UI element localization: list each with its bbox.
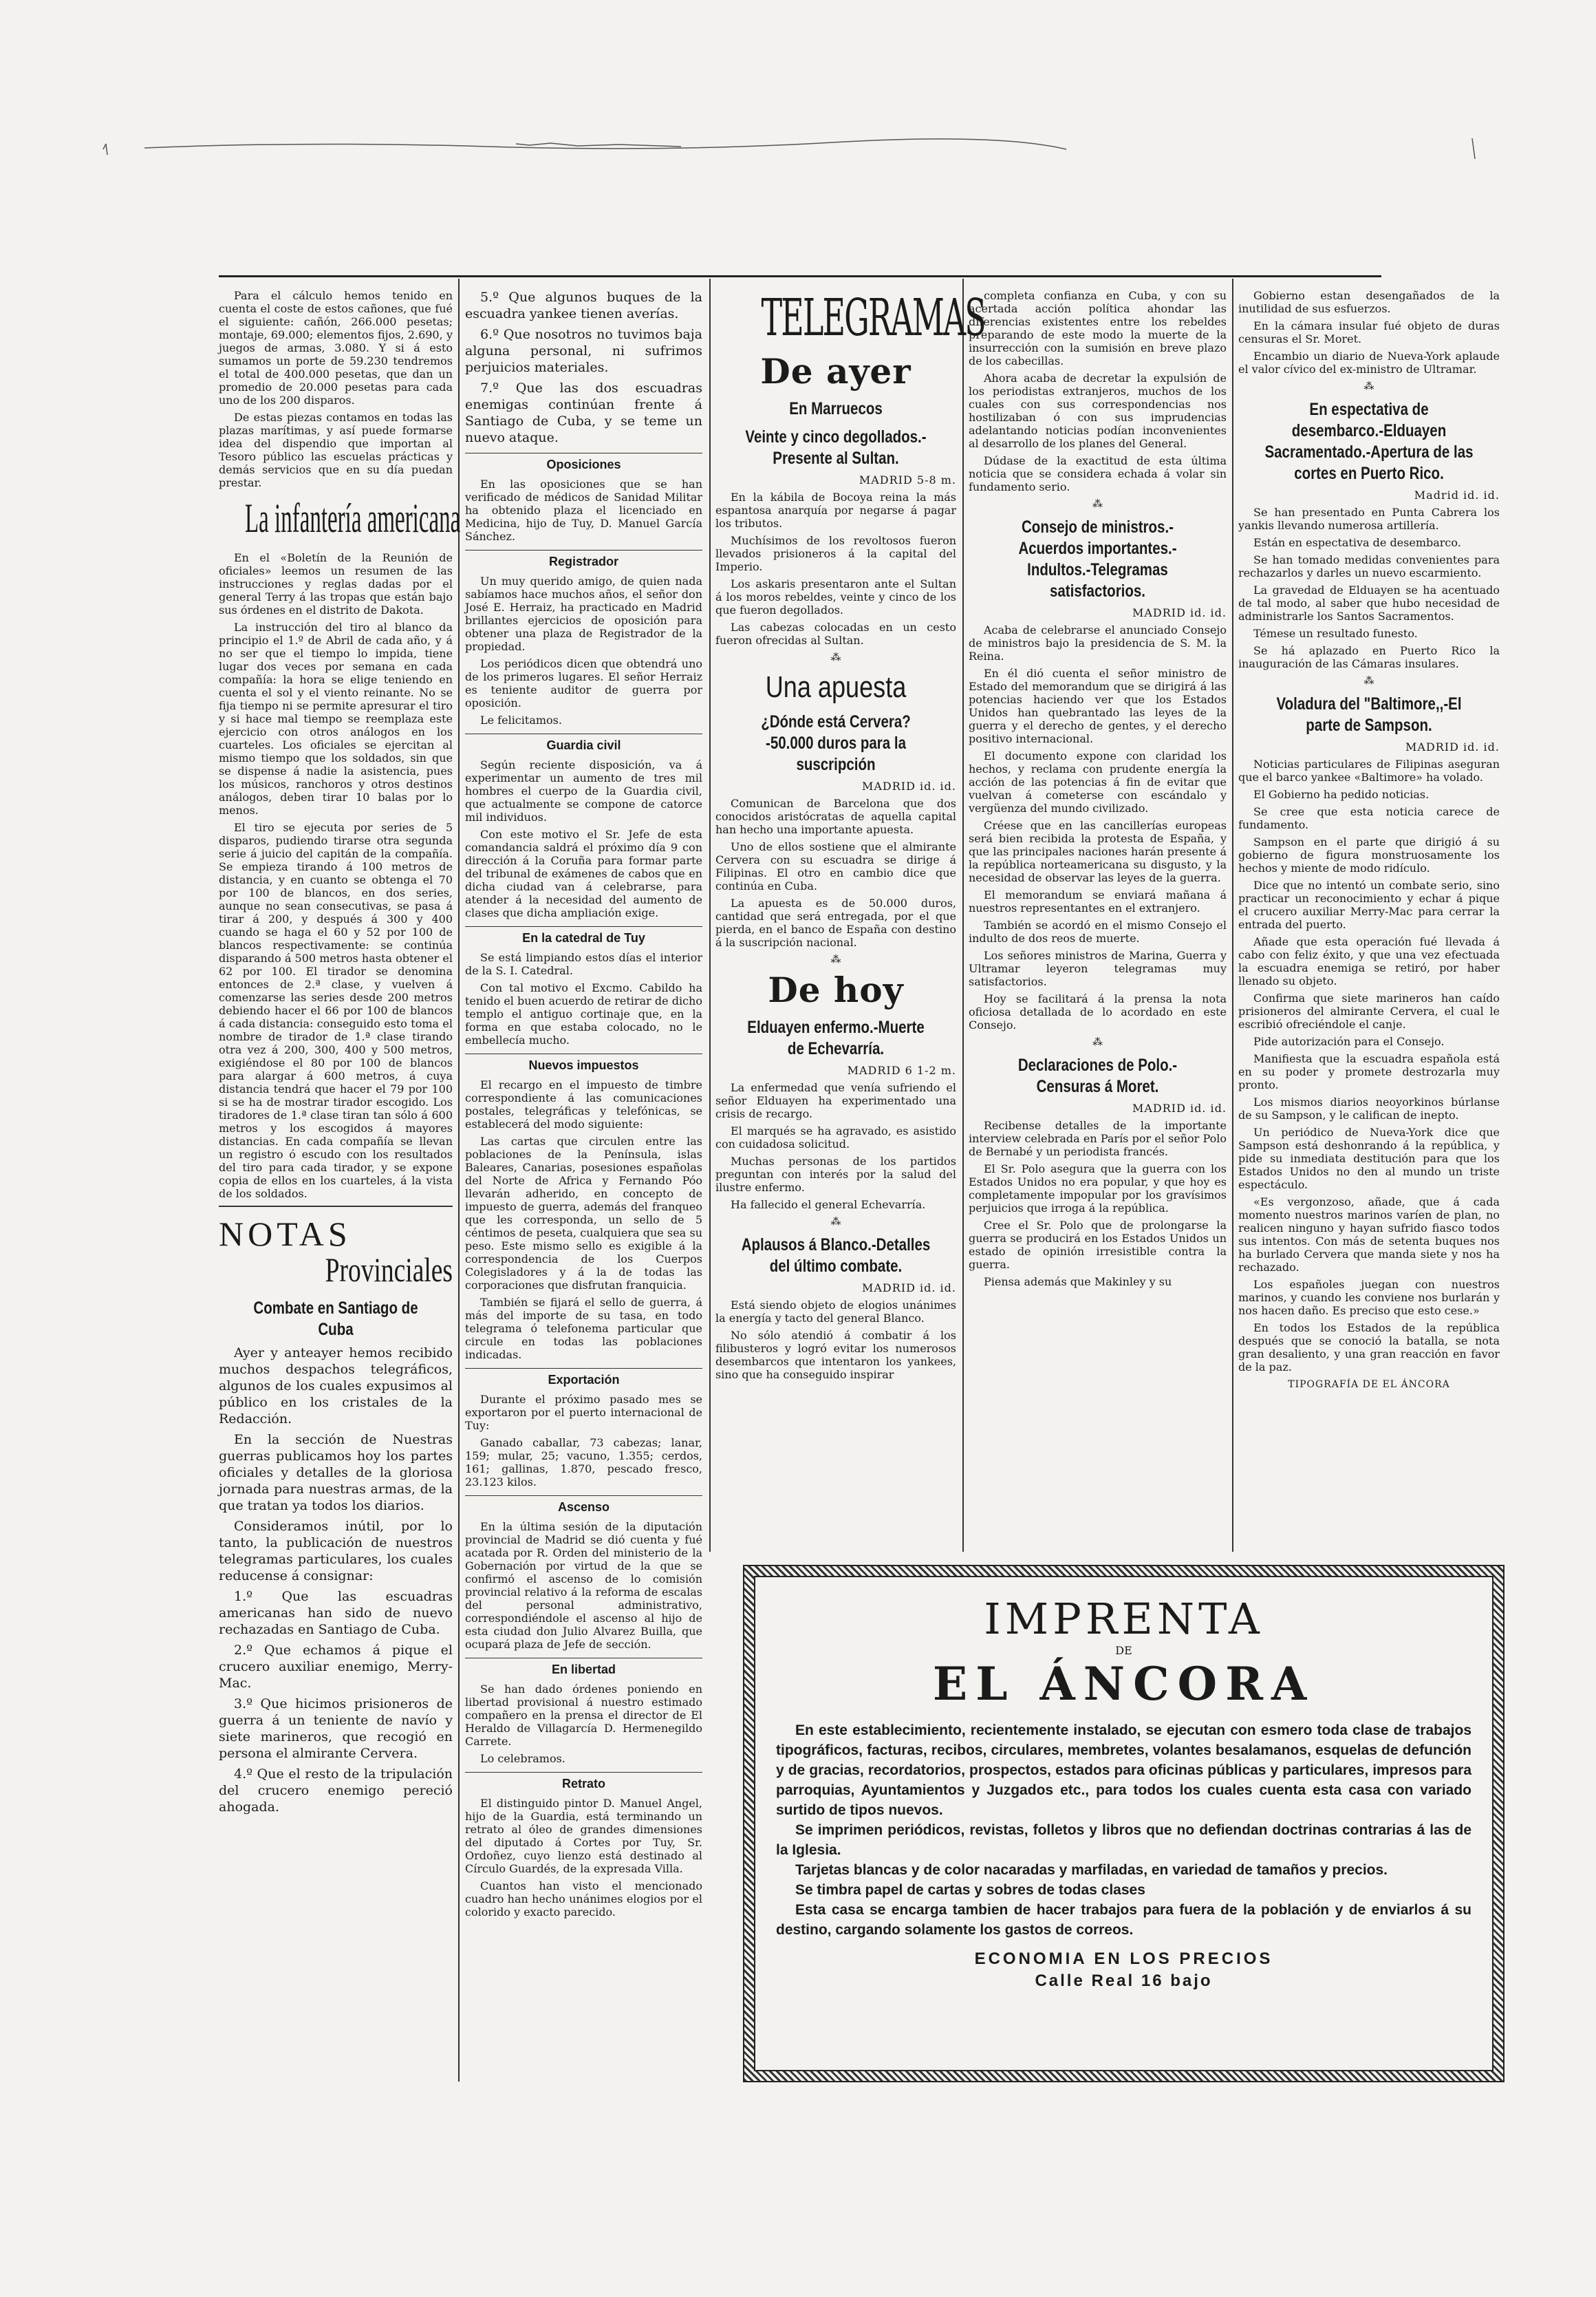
aplausos-heading: Aplausos á Blanco.-Detalles del último combate.: [741, 1235, 931, 1276]
paragraph: Se há aplazado en Puerto Rico la inauguración de las Cámaras insulares.: [1238, 644, 1500, 670]
paragraph: Dúdase de la exactitud de esta última noticia que se considera echada á volar sin fundamento serio.: [969, 454, 1227, 493]
column-separator: [709, 279, 711, 1552]
paragraph: El Sr. Polo asegura que la guerra con los Estados Unidos no era popular, y que hoy es completamente impopular por los gravísimos perjuicios que irroga á la república.: [969, 1162, 1227, 1215]
column-2: [465, 289, 702, 2140]
paragraph: También se acordó en el mismo Consejo el indulto de dos reos de muerte.: [969, 919, 1227, 945]
paragraph: Un muy querido amigo, de quien nada sabíamos hace muchos años, el señor don José E. Herraiz, ha practicado en Madrid brillantes ejercicios de oposición para obtener una plaza de Registrador de la propiedad.: [465, 575, 702, 653]
dateline: MADRID id. id.: [1132, 1102, 1227, 1115]
paragraph: El memorandum se enviará mañana á nuestros representantes en el extranjero.: [969, 888, 1227, 915]
column-5: [1238, 289, 1500, 1548]
column-separator: [1232, 279, 1233, 1552]
paragraph: Dice que no intentó un combate serio, sino practicar un reconocimiento y echar á pique el crucero auxiliar Merry-Mac para cerrar la entrada del puerto.: [1238, 879, 1500, 931]
star-separator: ⁂: [1363, 674, 1374, 687]
paragraph: 5.º Que algunos buques de la escuadra yankee tienen averías.: [465, 290, 702, 321]
paragraph: Lo celebramos.: [480, 1752, 565, 1765]
paragraph: Se han presentado en Punta Cabrera los yankis llevando numerosa artillería.: [1238, 506, 1500, 532]
polo-heading: Declaraciones de Polo.-Censuras á Moret.: [1017, 1056, 1178, 1096]
paragraph: Comunican de Barcelona que dos conocidos aristócratas de aquella capital han hecho una importante apuesta.: [715, 797, 956, 836]
paragraph: 6.º Que nosotros no tuvimos baja alguna personal, ni sufrimos perjuicios materiales.: [465, 327, 702, 375]
ad-paragraph: Se imprimen periódicos, revistas, folletos y libros que no defiendan doctrinas contrarias á las de la Iglesia.: [776, 1822, 1471, 1858]
column-separator: [458, 279, 460, 2082]
ad-de: DE: [1115, 1644, 1132, 1657]
paragraph: Confirma que siete marineros han caído prisioneros del almirante Cervera, el cual le escribió ofreciéndole el canje.: [1238, 992, 1500, 1031]
star-separator: ⁂: [1363, 380, 1374, 392]
paragraph: Recibense detalles de la importante interview celebrada en París por el señor Polo de Bernabé y un periodista francés.: [969, 1119, 1227, 1158]
ad-paragraph: Se timbra papel de cartas y sobres de todas clases: [795, 1882, 1145, 1898]
paragraph: 4.º Que el resto de la tripulación del crucero enemigo pereció ahogada.: [219, 1766, 453, 1815]
star-separator: ⁂: [830, 953, 841, 965]
paragraph: La apuesta es de 50.000 duros, cantidad que será entregada, por el que pierda, en el banco de España con destino á la suscripción nacional.: [715, 897, 956, 949]
section-title: Retrato: [465, 1772, 702, 1791]
paragraph: Encambio un diario de Nueva-York aplaude el valor cívico del ex-ministro de Ultramar.: [1238, 350, 1500, 376]
dateline: MADRID id. id.: [861, 1281, 956, 1294]
advertisement-body: [754, 1576, 1493, 2071]
dateline: MADRID 6 1-2 m.: [847, 1064, 956, 1077]
paragraph: Cree el Sr. Polo que de prolongarse la guerra se producirá en los Estados Unidos un estado de opinión irresistible contra la guerra.: [969, 1219, 1227, 1271]
de-ayer-heading: De ayer: [760, 351, 912, 392]
paragraph: Acaba de celebrarse el anunciado Consejo de ministros bajo la presidencia de S. M. la Reina.: [969, 623, 1227, 663]
paragraph: El Gobierno ha pedido noticias.: [1253, 788, 1430, 801]
apuesta-subheading: ¿Dónde está Cervera?-50.000 duros para la suscripción: [761, 712, 911, 774]
combate-title: Combate en Santiago de Cuba: [253, 1299, 418, 1339]
paragraph: Gobierno estan desengañados de la inutilidad de sus esfuerzos.: [1238, 289, 1500, 315]
paragraph: Está siendo objeto de elogios unánimes la energía y tacto del general Blanco.: [715, 1299, 956, 1325]
paragraph: 1.º Que las escuadras americanas han sido de nuevo rechazadas en Santiago de Cuba.: [219, 1589, 453, 1637]
paragraph: En la sección de Nuestras guerras publicamos hoy los partes oficiales y detalles de la gloriosa jornada para nuestras armas, de la que tratan ya todos los diarios.: [219, 1432, 453, 1513]
printer-imprint: TIPOGRAFÍA DE EL ÁNCORA: [1288, 1379, 1450, 1390]
ad-slogan: ECONOMIA EN LOS PRECIOS: [974, 1949, 1273, 1968]
ad-paragraph: Esta casa se encarga tambien de hacer trabajos para fuera de la población y de enviarlos á su destino, cargando solamente los gastos de correos.: [776, 1902, 1471, 1938]
paragraph: Le felicitamos.: [480, 714, 562, 727]
paragraph: Noticias particulares de Filipinas aseguran que el barco yankee «Baltimore» ha volado.: [1238, 758, 1500, 784]
ad-name: EL ÁNCORA: [932, 1657, 1315, 1711]
paragraph: Muchísimos de los revoltosos fueron llevados prisioneros á la capital del Imperio.: [715, 534, 956, 573]
paragraph: 2.º Que echamos á pique el crucero auxiliar enemigo, Merry-Mac.: [219, 1643, 453, 1691]
dateline: MADRID id. id.: [861, 780, 956, 793]
paragraph: Con este motivo el Sr. Jefe de esta comandancia saldrá el próximo día 9 con dirección á la Coruña para formar parte del tribunal de exámenes de cabos que en dicha ciudad van á celebrarse, para atender á la necesidad del aumento de clases que dicha ampliación exige.: [465, 828, 702, 919]
paragraph: El recargo en el impuesto de timbre correspondiente á las comunicaciones postales, telegráficas y telefónicas, se establecerá del modo siguiente:: [465, 1078, 702, 1131]
paragraph: La enfermedad que venía sufriendo el señor Elduayen ha experimentado una crisis de recargo.: [715, 1081, 956, 1120]
section-title: Nuevos impuestos: [465, 1054, 702, 1073]
paragraph: Los mismos diarios neoyorkinos búrlanse de su Sampson, y le califican de inepto.: [1238, 1096, 1500, 1122]
telegramas-masthead: TELEGRAMAS: [761, 288, 985, 348]
top-rule: [219, 275, 1381, 277]
paragraph: La instrucción del tiro al blanco da principio el 1.º de Abril de cada año, y á no ser que el tiempo lo impida, tiene lugar dos veces por semana en cada compañía: la hora se elige teniendo en cuenta el sol y el viento reinante. No se fija tiempo ni se permite apresurar el tiro y si hace mal tiempo se reemplaza este ejercicio con otros análogos en los cuarteles. Los oficiales se ejercitan al mismo tiempo que los soldados, sin que se dispense á nadie la asistencia, pues los músicos, ranchoros y otros destinos análogos, deben tirar 10 balas por lo menos.: [219, 621, 453, 817]
star-separator: ⁂: [830, 651, 841, 663]
paragraph: En la última sesión de la diputación provincial de Madrid se dió cuenta y fué acatada por R. Orden del ministerio de la Gobernación por virtud de la que se confirmó el ascenso de lo comisión provincial relativo á la reforma de escalas del personal administrativo, correspondiéndole el ascenso al hijo de esta ciudad don Julio Alvarez Builla, que ocupará plaza de Jefe de sección.: [465, 1520, 702, 1651]
paragraph: Según reciente disposición, va á experimentar un aumento de tres mil hombres el cuerpo de la Guardia civil, que actualmente se compone de catorce mil individuos.: [465, 758, 702, 824]
ad-address: Calle Real 16 bajo: [1035, 1972, 1213, 1990]
star-separator: ⁂: [1092, 498, 1103, 510]
expectativa-heading: En espectativa de desembarco.-Elduayen Sacramentado.-Apertura de las cortes en Puerto Rico.: [1264, 400, 1474, 483]
paragraph: Los periódicos dicen que obtendrá uno de los primeros lugares. El señor Herraiz es teniente auditor de guerra por oposición.: [465, 657, 702, 709]
column-3: [715, 288, 985, 1548]
paragraph: En él dió cuenta el señor ministro de Estado del memorandum que se dirigirá á las potencias haciendo ver que los Estados Unidos han quebrantado las leyes de la guerra y el derecho de gentes, y el derecho positivo internacional.: [969, 667, 1227, 745]
divider: [219, 1206, 453, 1207]
column-1: [219, 289, 461, 2140]
infanteria-title: La infantería americana: [245, 495, 461, 541]
paragraph: Se han dado órdenes poniendo en libertad provisional á nuestro estimado compañero en la prensa el director de El Heraldo de Villagarcía D. Hermenegildo Carrete.: [465, 1682, 702, 1748]
star-separator: ⁂: [830, 1215, 841, 1228]
paragraph: En la cámara insular fué objeto de duras censuras el Sr. Moret.: [1238, 319, 1500, 345]
star-separator: ⁂: [1092, 1036, 1103, 1048]
paragraph: Ahora acaba de decretar la expulsión de los periodistas extranjeros, muchos de los cuales con sus correspondencias nos hostilizaban ó con sus imprudencias adelantando noticias podían inconvenientes al desarrollo de los planes del General.: [969, 372, 1227, 450]
ad-title: IMPRENTA: [984, 1594, 1264, 1644]
paragraph: Para el cálculo hemos tenido en cuenta el coste de estos cañones, que fué el siguiente: cañón, 266.000 pesetas; montaje, 69.000; elementos fijos, 2.690, y juegos de armas, 3.080. Y si á esto sumamos un porte de 59.230 tendremos el total de 400.000 pesetas, que dan un promedio de 20.000 pesetas para cada uno de los 200 disparos.: [219, 289, 453, 407]
dateline: MADRID id. id.: [1132, 606, 1227, 619]
paragraph: En el «Boletín de la Reunión de oficiales» leemos un resumen de las instrucciones y reglas dadas por el general Terry á las tropas que están bajo sus órdenes en el distrito de Dakota.: [219, 551, 453, 617]
paragraph: completa confianza en Cuba, y con su acertada acción política ahondar las diferencias existentes entre los rebeldes preparando de este modo la muerte de la insurrección con la sumisión en breve plazo de los cabecillas.: [969, 289, 1227, 367]
apuesta-heading: Una apuesta: [765, 670, 907, 704]
paragraph: El tiro se ejecuta por series de 5 disparos, pudiendo tirarse otra segunda serie á juicio del capitán de la compañía. Se empieza tirando á 100 metros de distancia, y en cuanto se obtenga el 70 por 100 de blancos, en dos series, aunque no sean consecutivas, se pasa á tirar á 200, y después á 300 y 400 cuando se haga el 60 y 52 por 100 de blancos respectivamente: se continúa disparando á 500 metros hasta obtener el 62 por 100. El tirador se denomina entonces de 2.ª clase, y vuelven á comenzarse las series desde 200 metros debiendo hacer el 66 por 100 de blancos á cada distancia: conseguido esto toma el nombre de tirador de 1.ª clase tirando otra vez á 200, 300, 400 y 500 metros, exigiéndose el 80 por 100 de blancos para alargar á 600 metros, á cuya distancia tendrá que hacer el 79 por 100 si se ha de mostrar tirador escogido. Los tiradores de 1.ª clase tiran tan sólo á 600 metros y los escogidos á mayores distancias. En cada compañía se llevan un registro ó escudo con los resultados del tiro para cada tirador, y se expone copia de ellos en los cuarteles, á la vista de los soldados.: [219, 821, 453, 1200]
paragraph: Cuantos han visto el mencionado cuadro han hecho unánimes elogios por el colorido y exacto parecido.: [465, 1879, 702, 1919]
paragraph: El documento expone con claridad los hechos, y reclama con prudente energía la acción de las potencias á fin de evitar que vuelvan á cometerse con escándalo y vergüenza del mundo civilizado.: [969, 749, 1227, 815]
baltimore-heading: Voladura del "Baltimore,,-El parte de Sampson.: [1276, 694, 1462, 735]
section-title: Guardia civil: [465, 734, 702, 753]
section-title: Ascenso: [465, 1495, 702, 1515]
paragraph: No sólo atendió á combatir á los filibusteros y logró evitar los numerosos desembarcos que intentaron los yankees, sino que ha conseguido inspirar: [715, 1329, 956, 1381]
elduayen-heading: Elduayen enfermo.-Muerte de Echevarría.: [747, 1018, 925, 1058]
de-hoy-heading: De hoy: [768, 970, 904, 1010]
section-title: En libertad: [465, 1658, 702, 1677]
paragraph: La gravedad de Elduayen se ha acentuado de tal modo, al saber que hubo necesidad de administrarle los Santos Sacramentos.: [1238, 584, 1500, 623]
paragraph: En la kábila de Bocoya reina la más espantosa anarquía por negarse á pagar los tributos.: [715, 491, 956, 530]
section-title: Oposiciones: [465, 453, 702, 472]
paragraph: Se está limpiando estos días el interior de la S. I. Catedral.: [465, 951, 702, 977]
paragraph: Consideramos inútil, por lo tanto, la publicación de nuestros telegramas particulares, los cuales reducense á consignar:: [219, 1519, 453, 1583]
page-header-noise: [103, 134, 1486, 162]
imprenta-advertisement: [744, 1566, 1503, 2081]
consejo-heading: Consejo de ministros.-Acuerdos importantes.-Indultos.-Telegramas satisfactorios.: [1018, 517, 1177, 601]
paragraph: También se fijará el sello de guerra, á más del importe de su tasa, en todo telegrama ó telefonema particular que circule en todas las poblaciones indicadas.: [465, 1296, 702, 1361]
paragraph: De estas piezas contamos en todas las plazas marítimas, y así puede formarse idea del dispendio que importan al Tesoro público las escuelas prácticas y demás servicios que en su día puedan prestar.: [219, 411, 453, 489]
paragraph: Pide autorización para el Consejo.: [1253, 1035, 1445, 1048]
paragraph: El distinguido pintor D. Manuel Angel, hijo de la Guardia, está terminando un retrato al óleo de grandes dimensiones del diputado á Cortes por Tuy, Sr. Ordoñez, cuyo lienzo está destinado al Círculo Guardés, de la expresada Villa.: [465, 1797, 702, 1875]
column-separator: [962, 279, 964, 1552]
paragraph: Ayer y anteayer hemos recibido muchos despachos telegráficos, algunos de los cuales expusimos al público en los cristales de la Redacción.: [219, 1345, 453, 1427]
column-4: [969, 289, 1227, 1548]
ad-paragraph: En este establecimiento, recientemente instalado, se ejecutan con esmero toda clase de trabajos tipográficos, facturas, recibos, circulares, membretes, volantes besalamanos, esquelas de defunción y de gracias, recordatorios, prospectos, estados para oficinas públicas y particulares, impresos para parroquias, Ayuntamientos y Juzgados etc., para todos los cuales cuenta esta casa con variado surtido de tipos nuevos.: [776, 1722, 1471, 1818]
paragraph: Con tal motivo el Excmo. Cabildo ha tenido el buen acuerdo de retirar de dicho templo el antiguo cortinaje que, en la forma en que estaba colocado, no le embellecía mucho.: [465, 981, 702, 1047]
ad-paragraph: Tarjetas blancas y de color nacaradas y marfiladas, en variedad de tamaños y precios.: [795, 1862, 1388, 1878]
paragraph: 3.º Que hicimos prisioneros de guerra á un teniente de navío y siete marineros, que recogió en persona el almirante Cervera.: [219, 1696, 453, 1761]
paragraph: Témese un resultado funesto.: [1253, 627, 1418, 640]
paragraph: Sampson en el parte que dirigió á su gobierno de figura monstruosamente los hechos y miente de modo ridículo.: [1238, 835, 1500, 875]
paragraph: Los españoles juegan con nuestros marinos, y cuando les conviene nos burlarán y nos hacen daño. Es preciso que esto cese.»: [1238, 1278, 1500, 1317]
marruecos-subheading: Veinte y cinco degollados.-Presente al Sultan.: [745, 427, 927, 468]
paragraph: Las cartas que circulen entre las poblaciones de la Península, islas Baleares, Canarias, posesiones españolas del Norte de Africa y Fernando Póo llevarán adherido, en concepto de impuesto de guerra, además del franqueo que les corresponda, un sello de 5 céntimos de peseta, cualquiera que sea su peso. Este mismo sello es exigible á la correspondencia de los Cuerpos Colegisladores y á la de todas las corporaciones que disfrutan franquicia.: [465, 1135, 702, 1292]
notas-heading: NOTAS: [219, 1215, 352, 1253]
paragraph: 7.º Que las dos escuadras enemigas continúan frente á Santiago de Cuba, y se teme un nuevo ataque.: [465, 381, 702, 445]
paragraph: Se han tomado medidas convenientes para rechazarlos y darles un nuevo escarmiento.: [1238, 553, 1500, 579]
section-title: Registrador: [465, 550, 702, 569]
paragraph: Ha fallecido el general Echevarría.: [731, 1198, 926, 1211]
paragraph: En las oposiciones que se han verificado de médicos de Sanidad Militar ha obtenido plaza el licenciado en Medicina, hijo de Tuy, D. Manuel García Sánchez.: [465, 478, 702, 543]
paragraph: Créese que en las cancillerías europeas será bien recibida la protesta de España, y que las principales naciones harán presente á la república norteamericana su disgusto, y la necesidad de observar las leyes de la guerra.: [969, 819, 1227, 884]
paragraph: Un periódico de Nueva-York dice que Sampson está deshonrando á la república, y pide su inmediata destitución para que los Estados Unidos no den al mundo un triste espectáculo.: [1238, 1126, 1500, 1191]
paragraph: Los askaris presentaron ante el Sultan á los moros rebeldes, veinte y cinco de los que fueron degollados.: [715, 577, 956, 617]
marruecos-heading: En Marruecos: [789, 399, 883, 418]
paragraph: Piensa además que Makinley y su: [984, 1275, 1172, 1288]
paragraph: Muchas personas de los partidos preguntan con interés por la salud del ilustre enfermo.: [715, 1155, 956, 1194]
paragraph: Las cabezas colocadas en un cesto fueron ofrecidas al Sultan.: [715, 621, 956, 647]
paragraph: Los señores ministros de Marina, Guerra y Ultramar leyeron telegramas muy satisfactorios.: [969, 949, 1227, 988]
dateline: Madrid id. id.: [1414, 489, 1500, 502]
paragraph: Uno de ellos sostiene que el almirante Cervera con su escuadra se dirige á Filipinas. El otro en cambio dice que continúa en Cuba.: [715, 840, 956, 893]
paragraph: Manifiesta que la escuadra española está en su poder y promete destrozarla muy pronto.: [1238, 1052, 1500, 1091]
paragraph: El marqués se ha agravado, es asistido con cuidadosa solicitud.: [715, 1124, 956, 1151]
provinciales-heading: Provinciales: [325, 1250, 453, 1289]
paragraph: Se cree que esta noticia carece de fundamento.: [1238, 805, 1500, 831]
paragraph: Están en espectativa de desembarco.: [1253, 536, 1461, 549]
paragraph: Hoy se facilitará á la prensa la nota oficiosa detallada de lo acordado en este Consejo.: [969, 992, 1227, 1032]
paragraph: Añade que esta operación fué llevada á cabo con feliz éxito, y que una vez efectuada la escuadra enemiga se retiró, por haber llenado su objeto.: [1238, 935, 1500, 987]
paragraph: Ganado caballar, 73 cabezas; lanar, 159; mular, 25; vacuno, 1.355; cerdos, 161; gallinas, 1.870, pescado fresco, 23.123 kilos.: [465, 1436, 702, 1488]
paragraph: Durante el próximo pasado mes se exportaron por el puerto internacional de Tuy:: [465, 1393, 702, 1432]
paragraph: En todos los Estados de la república después que se conoció la batalla, se nota gran desaliento, y una gran reacción en favor de la paz.: [1238, 1321, 1500, 1374]
dateline: MADRID 5-8 m.: [859, 473, 956, 487]
section-title: Exportación: [465, 1368, 702, 1387]
paragraph: «Es vergonzoso, añade, que á cada momento nuestros marinos varíen de plan, no realicen ninguno y hayan sufrido fiasco todos sus intentos. Con más de setenta buques nos ha burlado Cervera que manda siete y nos ha rechazado.: [1238, 1195, 1500, 1274]
section-title: En la catedral de Tuy: [465, 926, 702, 945]
dateline: MADRID id. id.: [1405, 740, 1500, 754]
